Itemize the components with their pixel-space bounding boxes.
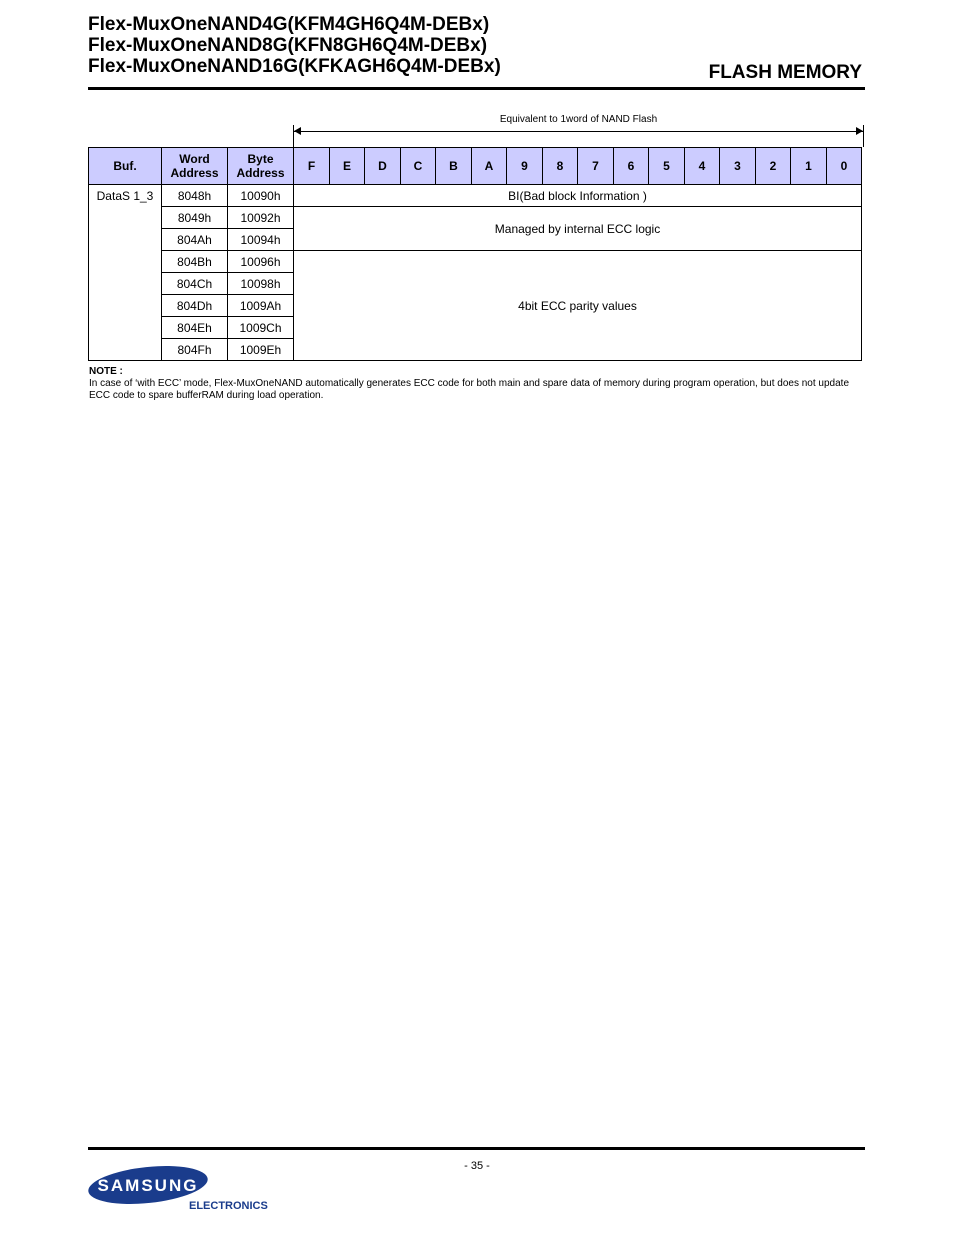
table-row (89, 207, 862, 229)
span-tick-right (863, 125, 864, 147)
byte-address-cell: 1009Eh (228, 339, 294, 361)
note-text: In case of ‘with ECC’ mode, Flex-MuxOneNAND automatically generates ECC code for both main and spare data of memory during program operation, but does not update ECC code to spare bufferRAM during load operation. (89, 378, 850, 401)
header-bit: 7 (578, 148, 614, 185)
byte-address-cell: 10090h (228, 185, 294, 207)
word-address-cell: 8048h (162, 185, 228, 207)
header-rule (88, 87, 865, 90)
word-address-cell: 804Bh (162, 251, 228, 273)
header-bit: A (472, 148, 507, 185)
header-flash-memory: FLASH MEMORY (708, 62, 862, 83)
header-bit: 9 (507, 148, 543, 185)
byte-address-cell: 10098h (228, 273, 294, 295)
header-byte-address: Byte Address (228, 148, 294, 185)
byte-address-cell: 1009Ch (228, 317, 294, 339)
arrow-left-icon (294, 127, 301, 135)
header-buf: Buf. (89, 148, 162, 185)
header-title-8g: Flex-MuxOneNAND8G(KFN8GH6Q4M-DEBx) (88, 35, 488, 56)
span-line (294, 131, 863, 132)
header-bit: 3 (720, 148, 756, 185)
byte-address-cell: 1009Ah (228, 295, 294, 317)
header-bit: B (436, 148, 472, 185)
spare-register-table (88, 147, 862, 361)
header-bit: 6 (614, 148, 649, 185)
word-address-cell: 804Ch (162, 273, 228, 295)
svg-text:ELECTRONICS: ELECTRONICS (189, 1200, 268, 1212)
page-number: - 35 - (464, 1160, 490, 1172)
note-title: NOTE : (89, 366, 123, 377)
header-bit: E (330, 148, 365, 185)
header-bit: 5 (649, 148, 685, 185)
header-bit: 4 (685, 148, 720, 185)
header-bit: D (365, 148, 401, 185)
equivalent-label: Equivalent to 1word of NAND Flash (499, 114, 658, 125)
table-header-row (89, 148, 862, 185)
footer-rule (88, 1147, 865, 1150)
samsung-logo (88, 1163, 268, 1213)
header-bit: C (401, 148, 436, 185)
word-address-cell: 804Fh (162, 339, 228, 361)
svg-text:SAMSUNG: SAMSUNG (97, 1176, 199, 1195)
arrow-right-icon (856, 127, 863, 135)
word-address-cell: 804Eh (162, 317, 228, 339)
table-row (89, 251, 862, 273)
ecc-logic-cell: Managed by internal ECC logic (294, 207, 862, 251)
ecc-parity-cell: 4bit ECC parity values (294, 251, 862, 361)
page-header (88, 14, 864, 83)
header-bit: 8 (543, 148, 578, 185)
byte-address-cell: 10096h (228, 251, 294, 273)
byte-address-cell: 10092h (228, 207, 294, 229)
word-address-cell: 804Ah (162, 229, 228, 251)
table-row (89, 185, 862, 207)
word-address-cell: 8049h (162, 207, 228, 229)
note-block (89, 366, 867, 402)
header-bit: 0 (827, 148, 862, 185)
bad-block-info-cell: BI(Bad block Information ) (294, 185, 862, 207)
header-word-address: Word Address (162, 148, 228, 185)
header-bit: F (294, 148, 330, 185)
header-title-4g: Flex-MuxOneNAND4G(KFM4GH6Q4M-DEBx) (88, 14, 490, 35)
word-address-cell: 804Dh (162, 295, 228, 317)
header-bit: 1 (791, 148, 827, 185)
buf-name-cell: DataS 1_3 (89, 185, 162, 361)
equivalent-word-span (293, 112, 864, 142)
header-bit: 2 (756, 148, 791, 185)
byte-address-cell: 10094h (228, 229, 294, 251)
header-title-16g: Flex-MuxOneNAND16G(KFKAGH6Q4M-DEBx) (88, 56, 501, 77)
